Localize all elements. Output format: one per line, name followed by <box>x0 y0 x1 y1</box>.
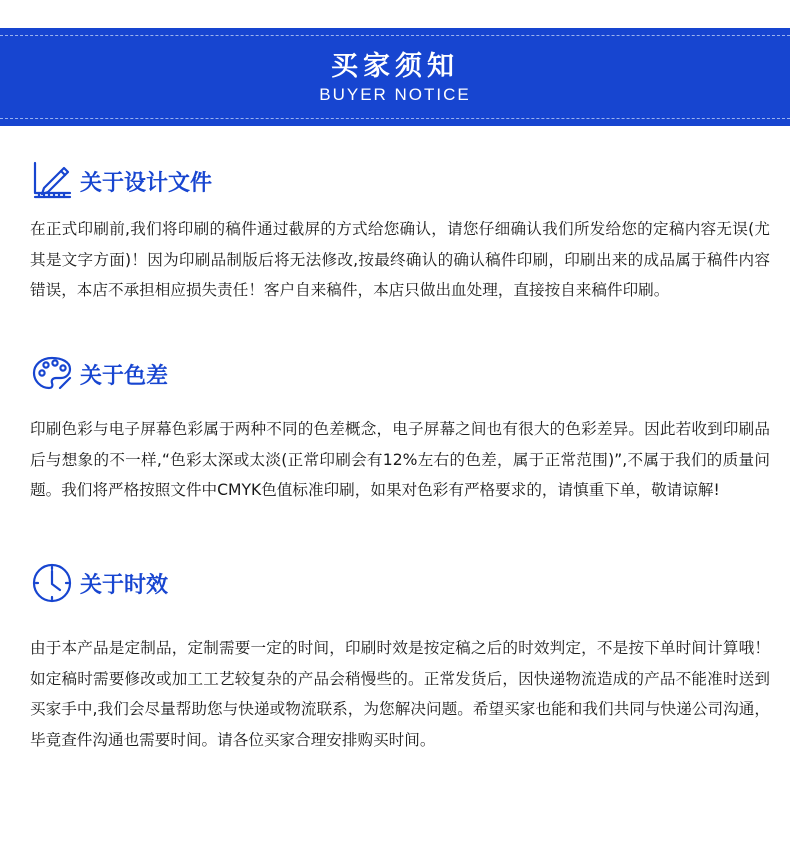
header-banner <box>0 28 790 126</box>
section-color-diff-header <box>30 352 168 396</box>
banner-subtitle: BUYER NOTICE <box>319 85 471 104</box>
section-color-diff-text: 印刷色彩与电子屏幕色彩属于两种不同的色差概念，电子屏幕之间也有很大的色彩差异。因此若收到印刷品后与想象的不一样,“色彩太深或太淡(正常印刷会有12%左右的色差，属于正常范围)”,不属于我们的质量问题。我们将严格按照文件中CMYK色值标准印刷，如果对色彩有严格要求的，请慎重下单，敬请谅解! <box>30 420 770 499</box>
section-color-diff-title: 关于色差 <box>80 363 169 389</box>
section-design-files-text: 在正式印刷前,我们将印刷的稿件通过截屏的方式给您确认，请您仔细确认我们所发给您的定稿内容无误(尤其是文字方面)！因为印刷品制版后将无法修改,按最终确认的确认稿件印刷，印刷出来的成品属于稿件内容错误，本店不承担相应损失责任！客户自来稿件，本店只做出血处理，直接按自来稿件印刷。 <box>30 220 770 299</box>
section-timing-header <box>30 561 168 605</box>
banner-title: 买家须知 <box>331 51 459 82</box>
clock-icon <box>30 561 74 605</box>
section-design-files-header <box>30 159 212 203</box>
banner-bottom-dashed-line <box>0 118 790 119</box>
ruler-pencil-icon <box>30 159 74 203</box>
palette-icon <box>30 352 74 396</box>
section-timing-title: 关于时效 <box>80 572 169 598</box>
section-design-files-title: 关于设计文件 <box>80 170 213 196</box>
section-timing-text: 由于本产品是定制品，定制需要一定的时间，印刷时效是按定稿之后的时效判定，不是按下单时间计算哦！如定稿时需要修改或加工工艺较复杂的产品会稍慢些的。正常发货后，因快递物流造成的产品不能准时送到买家手中,我们会尽量帮助您与快递或物流联系，为您解决问题。希望买家也能和我们共同与快递公司沟通，毕竟查件沟通也需要时间。请各位买家合理安排购买时间。 <box>30 639 770 749</box>
banner-top-dashed-line <box>0 35 790 36</box>
